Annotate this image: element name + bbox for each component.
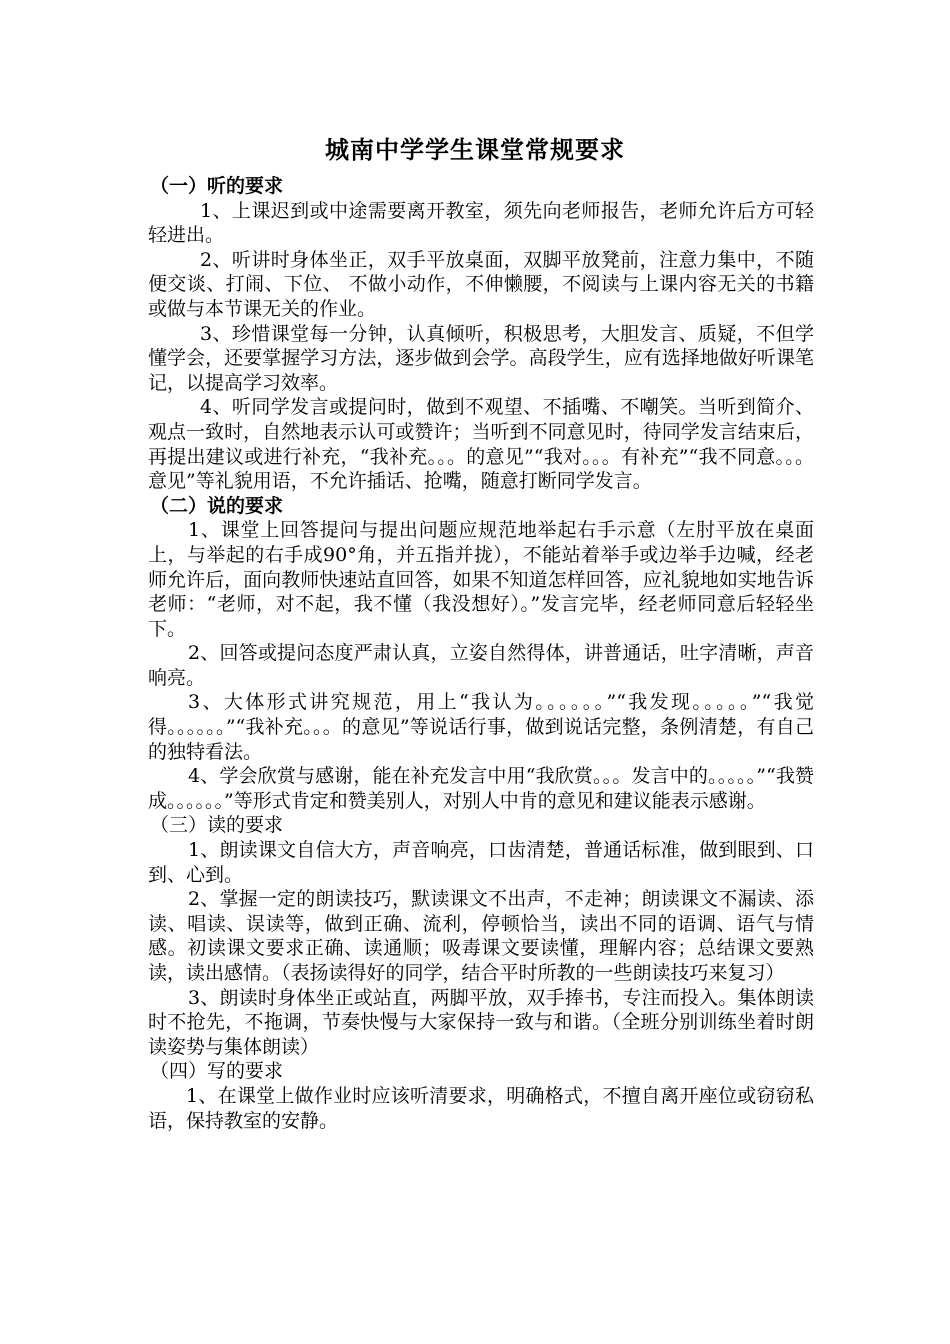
section-heading-reading: （三）读的要求: [150, 814, 284, 837]
paragraph: 3、朗读时身体坐正或站直，两脚平放，双手捧书，专注而投入。集体朗读时不抢先，不拖调，节奏快慢与大家保持一致与和谐。（全班分别训练坐着时朗读姿势与集体朗读）: [148, 986, 814, 1058]
paragraph: 1、在课堂上做作业时应该听清要求，明确格式，不擅自离开座位或窃窃私语，保持教室的安静。: [148, 1084, 814, 1132]
paragraph: 1、上课迟到或中途需要离开教室，须先向老师报告，老师允许后方可轻轻进出。: [148, 199, 814, 247]
paragraph: 2、掌握一定的朗读技巧，默读课文不出声，不走神；朗读课文不漏读、添读、唱读、误读等，做到正确、流利，停顿恰当，读出不同的语调、语气与情感。初读课文要求正确、读通顺；吸毒课文要读懂，理解内容；总结课文要熟读，读出感情。（表扬读得好的同学，结合平时所教的一些朗读技巧来复习）: [148, 888, 814, 984]
paragraph: 4、听同学发言或提问时，做到不观望、不插嘴、不嘲笑。当听到简介、观点一致时，自然地表示认可或赞许；当听到不同意见时，待同学发言结束后，再提出建议或进行补充，“我补充。。。的意见”“我对。。。有补充”“我不同意。。。意见”等礼貌用语，不允许插话、抢嘴，随意打断同学发言。: [148, 396, 814, 493]
section-heading-speaking: （二）说的要求: [150, 494, 284, 517]
paragraph: 2、回答或提问态度严肃认真，立姿自然得体，讲普通话，吐字清晰，声音响亮。: [148, 642, 814, 689]
section-heading-writing: （四）写的要求: [150, 1060, 284, 1083]
paragraph: 2、听讲时身体坐正，双手平放桌面，双脚平放凳前，注意力集中，不随便交谈、打闹、下位、 不做小动作，不伸懒腰，不阅读与上课内容无关的书籍或做与本节课无关的作业。: [148, 248, 814, 320]
paragraph: 1、课堂上回答提问与提出问题应规范地举起右手示意（左肘平放在桌面上，与举起的右手成90°角，并五指并拢），不能站着举手或边举手边喊，经老师允许后，面向教师快速站直回答，如果不知道怎样回答，应礼貌地如实地告诉老师：“老师，对不起，我不懂（我没想好）。”发言完毕，经老师同意后轻轻坐下。: [148, 519, 814, 640]
paragraph: 4、学会欣赏与感谢，能在补充发言中用“我欣赏。。。发言中的。。。。。”“我赞成。。。。。。”等形式肯定和赞美别人，对别人中肯的意见和建议能表示感谢。: [148, 765, 814, 812]
paragraph: 1、朗读课文自信大方，声音响亮，口齿清楚，普通话标准，做到眼到、口到、心到。: [148, 839, 814, 886]
document-body: [148, 174, 814, 1133]
paragraph: 3、珍惜课堂每一分钟，认真倾听，积极思考，大胆发言、质疑，不但学懂学会，还要掌握学习方法，逐步做到会学。高段学生，应有选择地做好听课笔记，以提高学习效率。: [148, 322, 814, 394]
section-heading-listening: （一）听的要求: [150, 175, 284, 197]
paragraph: 3、大体形式讲究规范，用上“我认为。。。。。。”“我发现。。。。。”“我觉得。。。。。。”“我补充。。。的意见”等说话行事，做到说话完整，条例清楚，有自己的独特看法。: [148, 691, 814, 763]
document-title: 城南中学学生课堂常规要求: [325, 135, 625, 164]
